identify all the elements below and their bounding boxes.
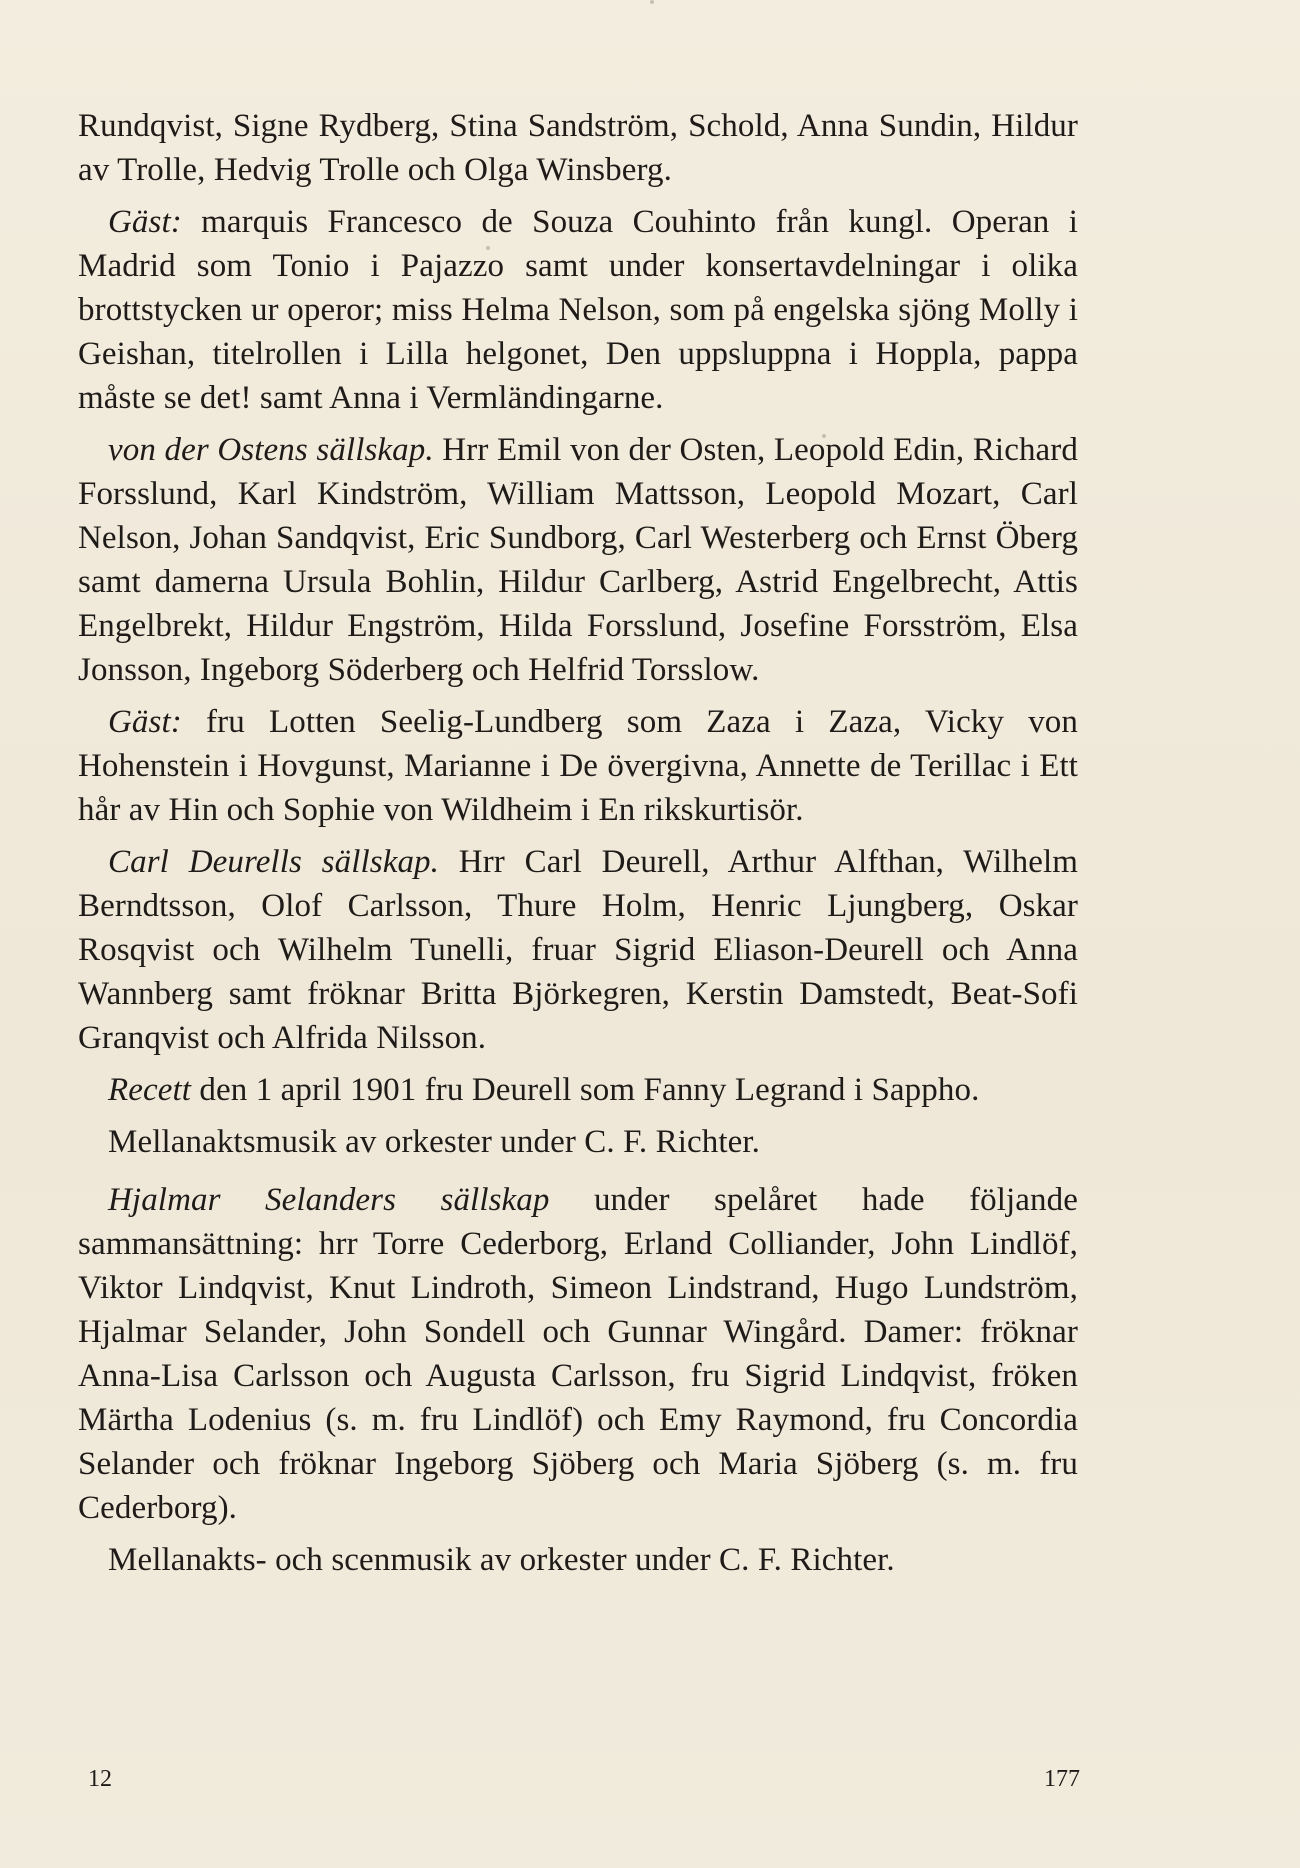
paragraph-6-text: den 1 april 1901 fru Deurell som Fanny Legrand i Sappho. (191, 1072, 980, 1108)
paper-speck (650, 0, 654, 4)
paragraph-9 (78, 1538, 1078, 1582)
paragraph-2-text: marquis Francesco de Souza Couhinto från kungl. Operan i Madrid som Tonio i Pajazzo samt under konsertavdelningar i olika brottstycken ur operor; miss Helma Nelson, som på engelska sjöng Molly i Geishan, titelrollen i Lilla helgonet, Den uppsluppna i Hoppla, pappa måste se det! samt Anna i Vermländingarne. (78, 204, 1078, 416)
paragraph-4-text: fru Lotten Seelig-Lundberg som Zaza i Zaza, Vicky von Hohenstein i Hovgunst, Marianne i De övergivna, Annette de Terillac i Ett hår av Hin och Sophie von Wildheim i En rikskurtisör. (78, 704, 1078, 828)
page-number: 177 (1044, 1766, 1080, 1792)
paper-speck (486, 246, 490, 250)
paragraph-8-text: under spelåret hade följande sammansättning: hrr Torre Cederborg, Erland Colliander, John Lindlöf, Viktor Lindqvist, Knut Lindroth, Simeon Lindstrand, Hugo Lundström, Hjalmar Selander, John Sondell och Gunnar Wingård. Damer: fröknar Anna-Lisa Carlsson och Augusta Carlsson, fru Sigrid Lindqvist, fröken Märtha Lodenius (s. m. fru Lindlöf) och Emy Raymond, fru Concordia Selander och fröknar Ingeborg Sjöberg och Maria Sjöberg (s. m. fru Cederborg). (78, 1182, 1078, 1526)
paragraph-9-text: Mellanakts- och scenmusik av orkester under C. F. Richter. (108, 1542, 895, 1578)
paragraph-7-text: Mellanaktsmusik av orkester under C. F. Richter. (108, 1124, 760, 1160)
paper-speck (822, 434, 826, 438)
paragraph-1-text: Rundqvist, Signe Rydberg, Stina Sandström, Schold, Anna Sundin, Hildur av Trolle, Hedvig Trolle och Olga Winsberg. (78, 108, 1078, 188)
paragraph-8 (78, 1178, 1078, 1530)
guest-heading: Gäst: (108, 204, 182, 240)
paragraph-3-text: Hrr Emil von der Osten, Leopold Edin, Richard Forsslund, Karl Kindström, William Mattsson, Leopold Mozart, Carl Nelson, Johan Sandqvist, Eric Sundborg, Carl Westerberg och Ernst Öberg samt damerna Ursula Bohlin, Hildur Carlberg, Astrid Engelbrecht, Attis Engelbrekt, Hildur Engström, Hilda Forsslund, Josefine Forsström, Elsa Jonsson, Ingeborg Söderberg och Helfrid Torsslow. (78, 432, 1078, 688)
guest-heading-2: Gäst: (108, 704, 182, 740)
paragraph-3 (78, 428, 1078, 692)
paragraph-6 (78, 1068, 1078, 1112)
company-heading-deurell: Carl Deurells sällskap. (108, 844, 440, 880)
page-text (78, 104, 1078, 1590)
signature-mark: 12 (88, 1766, 112, 1792)
paragraph-7 (78, 1120, 1078, 1164)
paragraph-5 (78, 840, 1078, 1060)
recett-heading: Recett (108, 1072, 192, 1108)
paragraph-2 (78, 200, 1078, 420)
company-heading-selander: Hjalmar Selanders sällskap (108, 1182, 550, 1218)
company-heading-von-der-osten: von der Ostens sällskap. (108, 432, 434, 468)
paragraph-5-text: Hrr Carl Deurell, Arthur Alfthan, Wilhelm Berndtsson, Olof Carlsson, Thure Holm, Henric Ljungberg, Oskar Rosqvist och Wilhelm Tunelli, fruar Sigrid Eliason-Deurell och Anna Wannberg samt fröknar Britta Björkegren, Kerstin Damstedt, Beat-Sofi Granqvist och Alfrida Nilsson. (78, 844, 1079, 1056)
paragraph-4 (78, 700, 1078, 832)
paragraph-1 (78, 104, 1078, 192)
